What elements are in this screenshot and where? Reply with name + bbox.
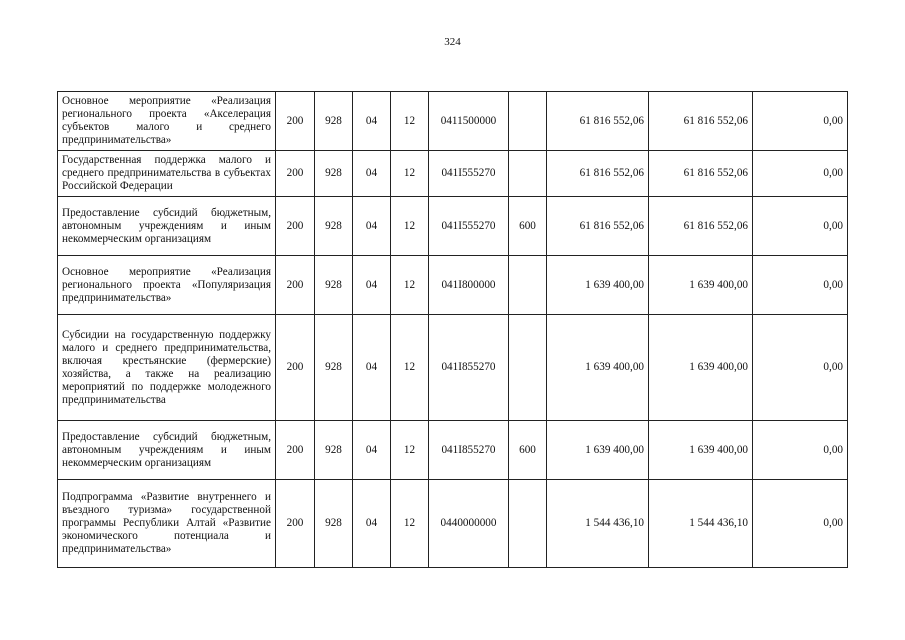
cell-col3: 04 bbox=[353, 480, 391, 568]
cell-amount3: 0,00 bbox=[753, 92, 848, 151]
cell-col2: 928 bbox=[315, 315, 353, 421]
cell-type bbox=[509, 92, 547, 151]
row-description: Основное мероприятие «Реализация регионального проекта «Популяризация предпринимательства» bbox=[58, 256, 276, 315]
cell-code: 0411500000 bbox=[429, 92, 509, 151]
row-description: Основное мероприятие «Реализация регионального проекта «Акселерация субъектов малого и среднего предпринимательства» bbox=[58, 92, 276, 151]
cell-col4: 12 bbox=[391, 480, 429, 568]
cell-col1: 200 bbox=[276, 92, 315, 151]
cell-code: 041I855270 bbox=[429, 315, 509, 421]
table-row bbox=[58, 421, 848, 480]
cell-amount3: 0,00 bbox=[753, 480, 848, 568]
table-row bbox=[58, 151, 848, 197]
row-description: Подпрограмма «Развитие внутреннего и въездного туризма» государственной программы Республики Алтай «Развитие экономического потенциала и предпринимательства» bbox=[58, 480, 276, 568]
cell-type bbox=[509, 151, 547, 197]
table-row bbox=[58, 480, 848, 568]
page-number: 324 bbox=[444, 36, 461, 48]
cell-col1: 200 bbox=[276, 197, 315, 256]
cell-amount2: 61 816 552,06 bbox=[649, 92, 753, 151]
cell-amount3: 0,00 bbox=[753, 421, 848, 480]
cell-col3: 04 bbox=[353, 256, 391, 315]
cell-type: 600 bbox=[509, 197, 547, 256]
cell-col1: 200 bbox=[276, 315, 315, 421]
cell-code: 041I800000 bbox=[429, 256, 509, 315]
cell-amount1: 1 639 400,00 bbox=[547, 256, 649, 315]
cell-type bbox=[509, 480, 547, 568]
cell-code: 041I855270 bbox=[429, 421, 509, 480]
cell-amount1: 1 639 400,00 bbox=[547, 315, 649, 421]
cell-type bbox=[509, 256, 547, 315]
cell-col3: 04 bbox=[353, 92, 391, 151]
row-description: Субсидии на государственную поддержку малого и среднего предпринимательства, включая крестьянские (фермерские) хозяйства, а также на реализацию мероприятий по поддержке молодежного предпринимательства bbox=[58, 315, 276, 421]
cell-col2: 928 bbox=[315, 480, 353, 568]
cell-col4: 12 bbox=[391, 256, 429, 315]
cell-col3: 04 bbox=[353, 421, 391, 480]
cell-amount2: 1 639 400,00 bbox=[649, 421, 753, 480]
cell-amount2: 1 639 400,00 bbox=[649, 315, 753, 421]
row-description: Предоставление субсидий бюджетным, автономным учреждениям и иным некоммерческим организациям bbox=[58, 197, 276, 256]
cell-col1: 200 bbox=[276, 480, 315, 568]
cell-amount1: 61 816 552,06 bbox=[547, 92, 649, 151]
cell-col1: 200 bbox=[276, 151, 315, 197]
cell-col4: 12 bbox=[391, 151, 429, 197]
cell-type: 600 bbox=[509, 421, 547, 480]
cell-amount3: 0,00 bbox=[753, 151, 848, 197]
cell-amount2: 1 544 436,10 bbox=[649, 480, 753, 568]
cell-type bbox=[509, 315, 547, 421]
cell-amount1: 1 544 436,10 bbox=[547, 480, 649, 568]
cell-col2: 928 bbox=[315, 197, 353, 256]
cell-amount3: 0,00 bbox=[753, 315, 848, 421]
cell-amount1: 61 816 552,06 bbox=[547, 151, 649, 197]
row-description: Предоставление субсидий бюджетным, автономным учреждениям и иным некоммерческим организациям bbox=[58, 421, 276, 480]
cell-col1: 200 bbox=[276, 256, 315, 315]
cell-col4: 12 bbox=[391, 315, 429, 421]
row-description: Государственная поддержка малого и среднего предпринимательства в субъектах Российской Федерации bbox=[58, 151, 276, 197]
cell-col3: 04 bbox=[353, 197, 391, 256]
table-row bbox=[58, 197, 848, 256]
table-row bbox=[58, 315, 848, 421]
cell-amount1: 1 639 400,00 bbox=[547, 421, 649, 480]
cell-amount2: 61 816 552,06 bbox=[649, 151, 753, 197]
cell-col1: 200 bbox=[276, 421, 315, 480]
cell-col2: 928 bbox=[315, 256, 353, 315]
table-row bbox=[58, 256, 848, 315]
budget-table bbox=[57, 91, 848, 568]
cell-col4: 12 bbox=[391, 92, 429, 151]
cell-code: 0440000000 bbox=[429, 480, 509, 568]
cell-col4: 12 bbox=[391, 421, 429, 480]
table-row bbox=[58, 92, 848, 151]
cell-col2: 928 bbox=[315, 421, 353, 480]
cell-amount2: 61 816 552,06 bbox=[649, 197, 753, 256]
cell-code: 041I555270 bbox=[429, 197, 509, 256]
cell-code: 041I555270 bbox=[429, 151, 509, 197]
cell-col2: 928 bbox=[315, 92, 353, 151]
cell-col3: 04 bbox=[353, 151, 391, 197]
cell-amount1: 61 816 552,06 bbox=[547, 197, 649, 256]
cell-col4: 12 bbox=[391, 197, 429, 256]
cell-col3: 04 bbox=[353, 315, 391, 421]
cell-col2: 928 bbox=[315, 151, 353, 197]
cell-amount3: 0,00 bbox=[753, 197, 848, 256]
cell-amount2: 1 639 400,00 bbox=[649, 256, 753, 315]
cell-amount3: 0,00 bbox=[753, 256, 848, 315]
